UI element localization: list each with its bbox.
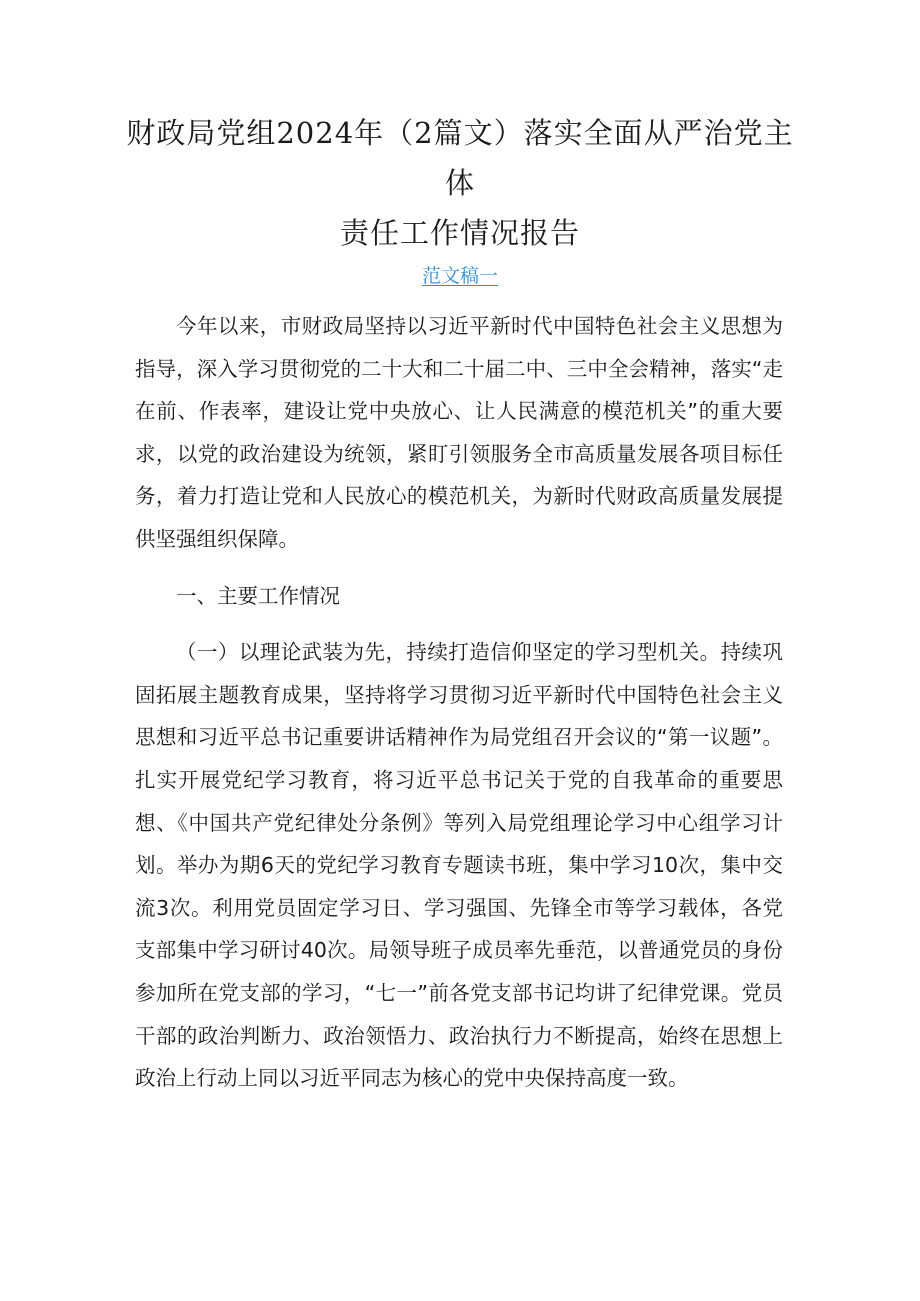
title-line-2: 责任工作情况报告 — [339, 216, 580, 250]
subsection-paragraph-1: （一）以理论武装为先，持续打造信仰坚定的学习型机关。持续巩固拓展主题教育成果，坚持将学习贯彻习近平新时代中国特色社会主义思想和习近平总书记重要讲话精神作为局党组召开会议的“第一议题”。扎实开展党纪学习教育，将习近平总书记关于党的自我革命的重要思想、《中国共产党纪律处分条例》等列入局党组理论学习中心组学习计划。举办为期6天的党纪学习教育专题读书班，集中学习10次，集中交流3次。利用党员固定学习日、学习强国、先锋全市等学习载体，各党支部集中学习研讨40次。局领导班子成员率先垂范，以普通党员的身份参加所在党支部的学习，“七一”前各党支部书记均讲了纪律党课。党员干部的政治判断力、政治领悟力、政治执行力不断提高，始终在思想上政治上行动上同以习近平同志为核心的党中央保持高度一致。 — [135, 640, 783, 1091]
section-heading-main-work: 一、主要工作情况 — [176, 583, 340, 608]
intro-paragraph: 今年以来，市财政局坚持以习近平新时代中国特色社会主义思想为指导，深入学习贯彻党的二十大和二十届二中、三中全会精神，落实“走在前、作表率，建设让党中央放心、让人民满意的模范机关”的重大要求，以党的政治建设为统领，紧盯引领服务全市高质量发展各项目标任务，着力打造让党和人民放心的模范机关，为新时代财政高质量发展提供坚强组织保障。 — [135, 314, 783, 551]
section-heading — [0, 262, 920, 290]
title-line-1: 财政局党组2024年（2篇文）落实全面从严治党主体 — [126, 116, 794, 200]
section-link[interactable]: 范文稿一 — [421, 265, 498, 287]
document-title — [120, 108, 800, 258]
document-body — [135, 305, 783, 1100]
